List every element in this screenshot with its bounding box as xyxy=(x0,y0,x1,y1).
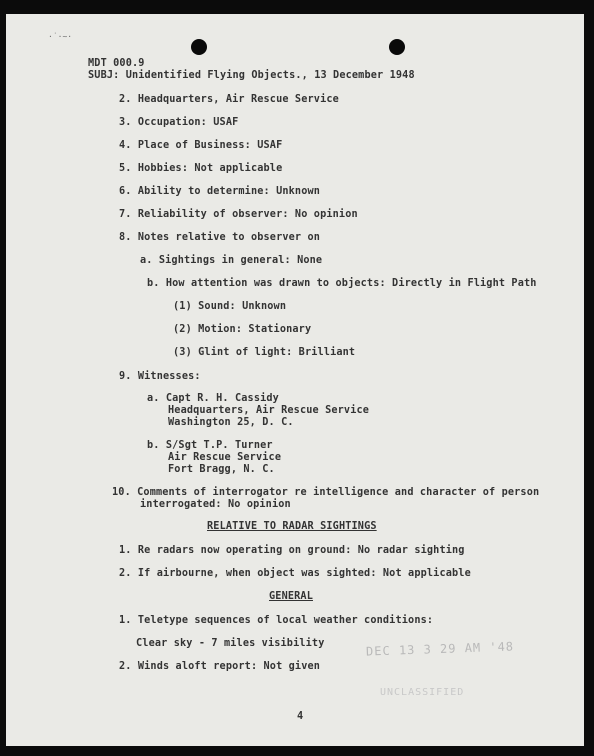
witness-a-name: a. Capt R. H. Cassidy xyxy=(147,393,279,404)
item-8b-2: (2) Motion: Stationary xyxy=(173,324,312,335)
reference-number: MDT 000.9 xyxy=(88,58,145,69)
date-received-stamp: DEC 13 3 29 AM '48 xyxy=(365,639,515,659)
item-8b: b. How attention was drawn to objects: Directly in Flight Path xyxy=(147,278,537,289)
item-10-line2: interrogated: No opinion xyxy=(140,499,291,510)
item-8b-3: (3) Glint of light: Brilliant xyxy=(173,347,356,358)
radar-item-1: 1. Re radars now operating on ground: No radar sighting xyxy=(119,545,465,556)
witness-a-unit: Headquarters, Air Rescue Service xyxy=(168,405,370,416)
item-7: 7. Reliability of observer: No opinion xyxy=(119,209,358,220)
witness-b-location: Fort Bragg, N. C. xyxy=(168,464,275,475)
item-3: 3. Occupation: USAF xyxy=(119,117,239,128)
item-4: 4. Place of Business: USAF xyxy=(119,140,283,151)
general-item-1: 1. Teletype sequences of local weather conditions: xyxy=(119,615,434,626)
page-number: 4 xyxy=(297,711,304,722)
item-2: 2. Headquarters, Air Rescue Service xyxy=(119,94,339,105)
item-9: 9. Witnesses: xyxy=(119,371,201,382)
item-8a: a. Sightings in general: None xyxy=(140,255,323,266)
witness-b-unit: Air Rescue Service xyxy=(168,452,282,463)
general-item-1-detail: Clear sky - 7 miles visibility xyxy=(136,638,325,649)
punch-hole-right xyxy=(389,39,405,55)
unclassified-stamp: UNCLASSIFIED xyxy=(380,687,465,698)
item-8: 8. Notes relative to observer on xyxy=(119,232,321,243)
general-heading: GENERAL xyxy=(269,591,313,602)
radar-heading: RELATIVE TO RADAR SIGHTINGS xyxy=(207,521,377,532)
radar-item-2: 2. If airbourne, when object was sighted: Not applicable xyxy=(119,568,471,579)
witness-b-name: b. S/Sgt T.P. Turner xyxy=(147,440,273,451)
witness-a-location: Washington 25, D. C. xyxy=(168,417,294,428)
item-8b-1: (1) Sound: Unknown xyxy=(173,301,287,312)
corner-smudge: ·˙·~· xyxy=(48,32,73,41)
item-5: 5. Hobbies: Not applicable xyxy=(119,163,283,174)
item-10-line1: 10. Comments of interrogator re intelligence and character of person xyxy=(112,487,540,498)
item-6: 6. Ability to determine: Unknown xyxy=(119,186,321,197)
general-item-2: 2. Winds aloft report: Not given xyxy=(119,661,321,672)
document-page xyxy=(6,14,584,746)
punch-hole-left xyxy=(191,39,207,55)
subject-line: SUBJ: Unidentified Flying Objects., 13 December 1948 xyxy=(88,70,415,81)
